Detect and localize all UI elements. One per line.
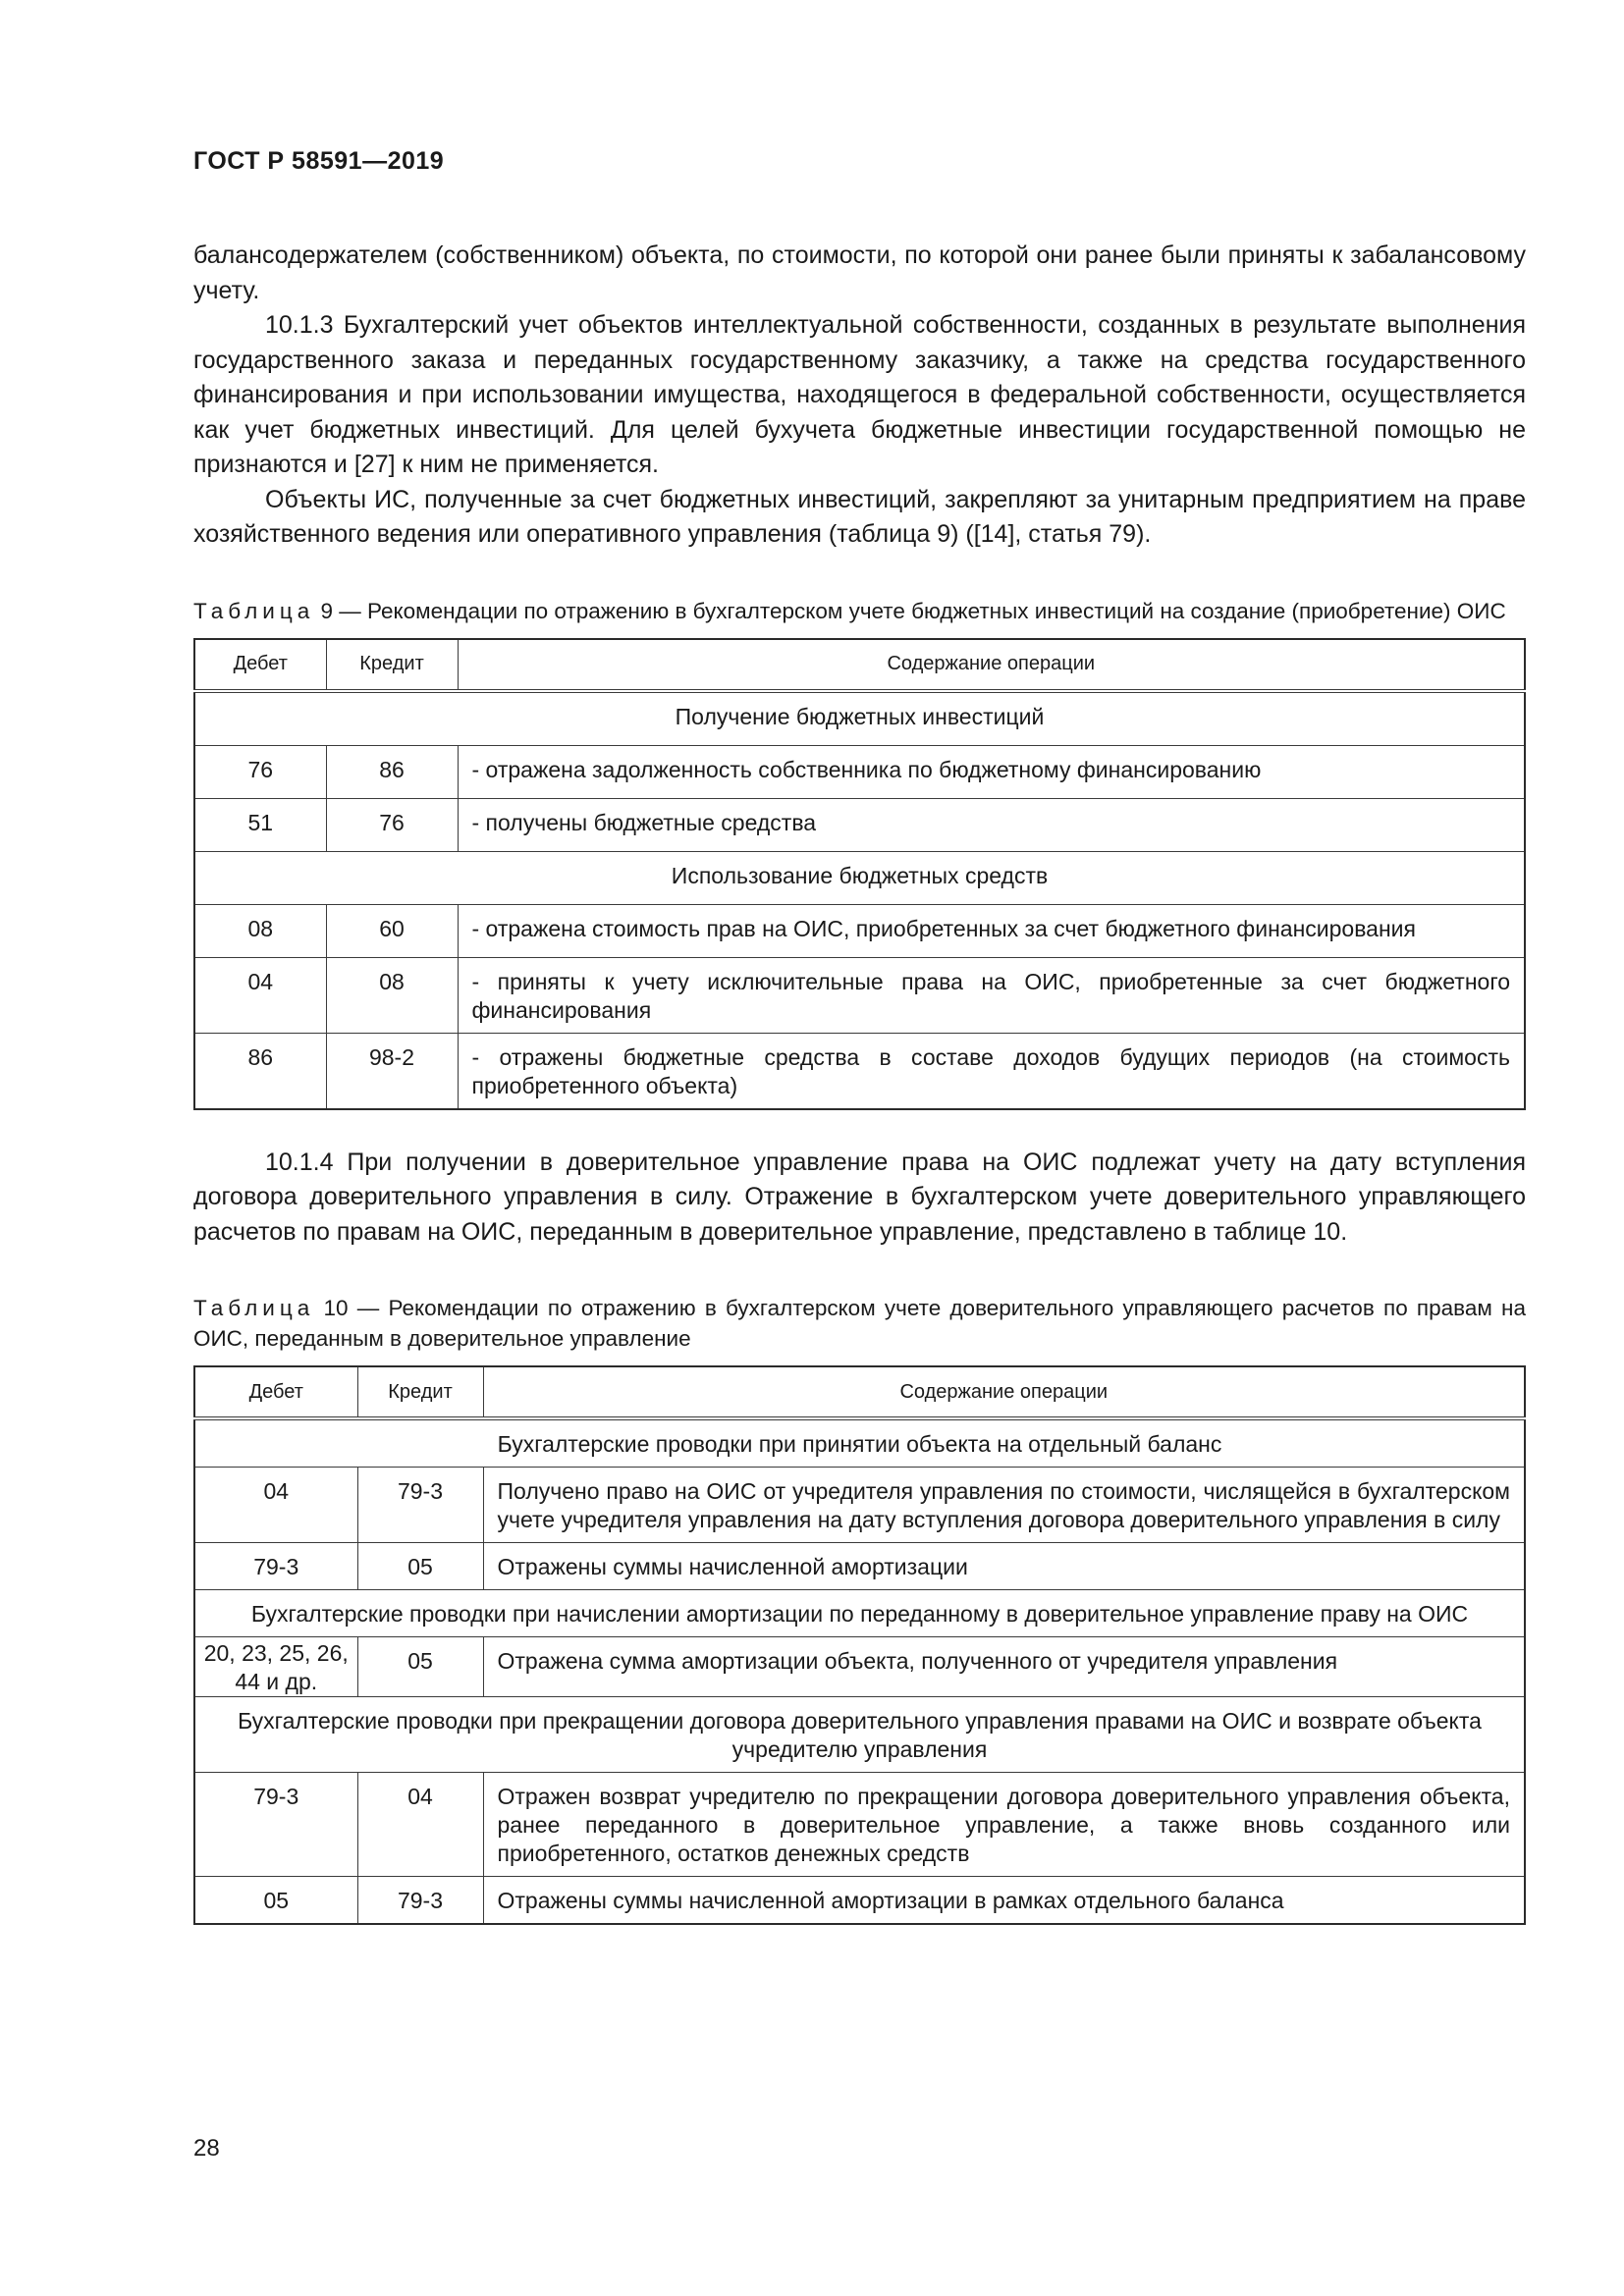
table-section-row <box>194 851 1525 904</box>
table-10-caption-text: 10 — Рекомендации по отражению в бухгалтерском учете доверительного управляющего расчетов по правам на ОИС, переданным в доверительное управление <box>193 1296 1526 1351</box>
document-page <box>193 147 1526 1925</box>
cell-debit: 51 <box>194 798 326 851</box>
header-debit: Дебет <box>194 639 326 691</box>
cell-credit: 05 <box>357 1637 483 1697</box>
cell-credit: 04 <box>357 1773 483 1877</box>
cell-credit: 08 <box>326 957 458 1033</box>
table-section-row <box>194 691 1525 746</box>
table-9-caption-label: Таблица <box>193 598 315 623</box>
table-section-row <box>194 1590 1525 1637</box>
table-row <box>194 798 1525 851</box>
cell-credit: 79-3 <box>357 1468 483 1543</box>
cell-credit: 05 <box>357 1543 483 1590</box>
cell-content: - отражены бюджетные средства в составе доходов будущих периодов (на стоимость приобретенного объекта) <box>458 1033 1525 1109</box>
cell-debit: 04 <box>194 957 326 1033</box>
header-credit: Кредит <box>357 1366 483 1418</box>
table-section-row <box>194 1418 1525 1468</box>
page-number: 28 <box>193 2135 220 2162</box>
cell-content: - отражена стоимость прав на ОИС, приобретенных за счет бюджетного финансирования <box>458 904 1525 957</box>
header-content: Содержание операции <box>483 1366 1525 1418</box>
section-title: Бухгалтерские проводки при прекращении договора доверительного управления правами на ОИС и возврате объекта учредителю управления <box>194 1697 1525 1773</box>
cell-credit: 98-2 <box>326 1033 458 1109</box>
cell-debit: 79-3 <box>194 1773 357 1877</box>
table-9-caption <box>193 596 1526 626</box>
header-debit: Дебет <box>194 1366 357 1418</box>
table-9 <box>193 638 1526 1110</box>
cell-content: Отражен возврат учредителю по прекращении договора доверительного управления объекта, ранее переданного в доверительное управление, а также вновь созданного или приобретенного, остатков денежных средств <box>483 1773 1525 1877</box>
cell-credit: 76 <box>326 798 458 851</box>
cell-content: - приняты к учету исключительные права на ОИС, приобретенные за счет бюджетного финансирования <box>458 957 1525 1033</box>
header-content: Содержание операции <box>458 639 1525 691</box>
cell-content: Отражена сумма амортизации объекта, полученного от учредителя управления <box>483 1637 1525 1697</box>
cell-debit: 04 <box>194 1468 357 1543</box>
table-header-row <box>194 1366 1525 1418</box>
cell-debit: 76 <box>194 745 326 798</box>
table-10-caption-label: Таблица <box>193 1296 315 1320</box>
table-header-row <box>194 639 1525 691</box>
table-row <box>194 745 1525 798</box>
table-10 <box>193 1365 1526 1925</box>
table-section-row <box>194 1697 1525 1773</box>
cell-debit: 86 <box>194 1033 326 1109</box>
table-row <box>194 904 1525 957</box>
cell-credit: 86 <box>326 745 458 798</box>
table-row <box>194 1543 1525 1590</box>
table-row <box>194 1637 1525 1697</box>
cell-content: Получено право на ОИС от учредителя управления по стоимости, числящейся в бухгалтерском учете учредителя управления на дату вступления договора доверительного управления в силу <box>483 1468 1525 1543</box>
header-credit: Кредит <box>326 639 458 691</box>
cell-content: Отражены суммы начисленной амортизации в рамках отдельного баланса <box>483 1877 1525 1925</box>
cell-content: Отражены суммы начисленной амортизации <box>483 1543 1525 1590</box>
section-title: Бухгалтерские проводки при принятии объекта на отдельный баланс <box>194 1418 1525 1468</box>
table-row <box>194 1033 1525 1109</box>
cell-debit: 08 <box>194 904 326 957</box>
table-row <box>194 1877 1525 1925</box>
table-row <box>194 957 1525 1033</box>
cell-content: - получены бюджетные средства <box>458 798 1525 851</box>
cell-credit: 60 <box>326 904 458 957</box>
section-title: Бухгалтерские проводки при начислении амортизации по переданному в доверительное управление праву на ОИС <box>194 1590 1525 1637</box>
paragraph-10-1-4: 10.1.4 При получении в доверительное управление права на ОИС подлежат учету на дату вступления договора доверительного управления в силу. Отражение в бухгалтерском учете доверительного управляющего расчетов по правам на ОИС, переданным в доверительное управление, представлено в таблице 10. <box>193 1148 1526 1246</box>
table-row <box>194 1773 1525 1877</box>
table-9-caption-text: 9 — Рекомендации по отражению в бухгалтерском учете бюджетных инвестиций на создание (приобретение) ОИС <box>314 598 1506 623</box>
cell-content: - отражена задолженность собственника по бюджетному финансированию <box>458 745 1525 798</box>
paragraph-is-objects: Объекты ИС, полученные за счет бюджетных инвестиций, закрепляют за унитарным предприятием на праве хозяйственного ведения или оперативного управления (таблица 9) ([14], статья 79). <box>193 485 1526 548</box>
cell-debit: 05 <box>194 1877 357 1925</box>
section-title: Использование бюджетных средств <box>194 851 1525 904</box>
cell-debit: 79-3 <box>194 1543 357 1590</box>
document-header: ГОСТ Р 58591—2019 <box>193 147 445 175</box>
paragraph-10-1-3: 10.1.3 Бухгалтерский учет объектов интеллектуальной собственности, созданных в результате выполнения государственного заказа и переданных государственному заказчику, а также на средства государственного финансирования и при использовании имущества, находящегося в федеральной собственности, осуществляется как учет бюджетных инвестиций. Для целей бухучета бюджетные инвестиции государственной помощью не признаются и [27] к ним не применяется. <box>193 311 1526 478</box>
cell-credit: 79-3 <box>357 1877 483 1925</box>
section-title: Получение бюджетных инвестиций <box>194 691 1525 746</box>
cell-debit: 20, 23, 25, 26, 44 и др. <box>194 1637 357 1697</box>
paragraph-continuation: балансодержателем (собственником) объекта, по стоимости, по которой они ранее были приняты к забалансовому учету. <box>193 241 1526 304</box>
table-row <box>194 1468 1525 1543</box>
table-10-caption <box>193 1293 1526 1354</box>
